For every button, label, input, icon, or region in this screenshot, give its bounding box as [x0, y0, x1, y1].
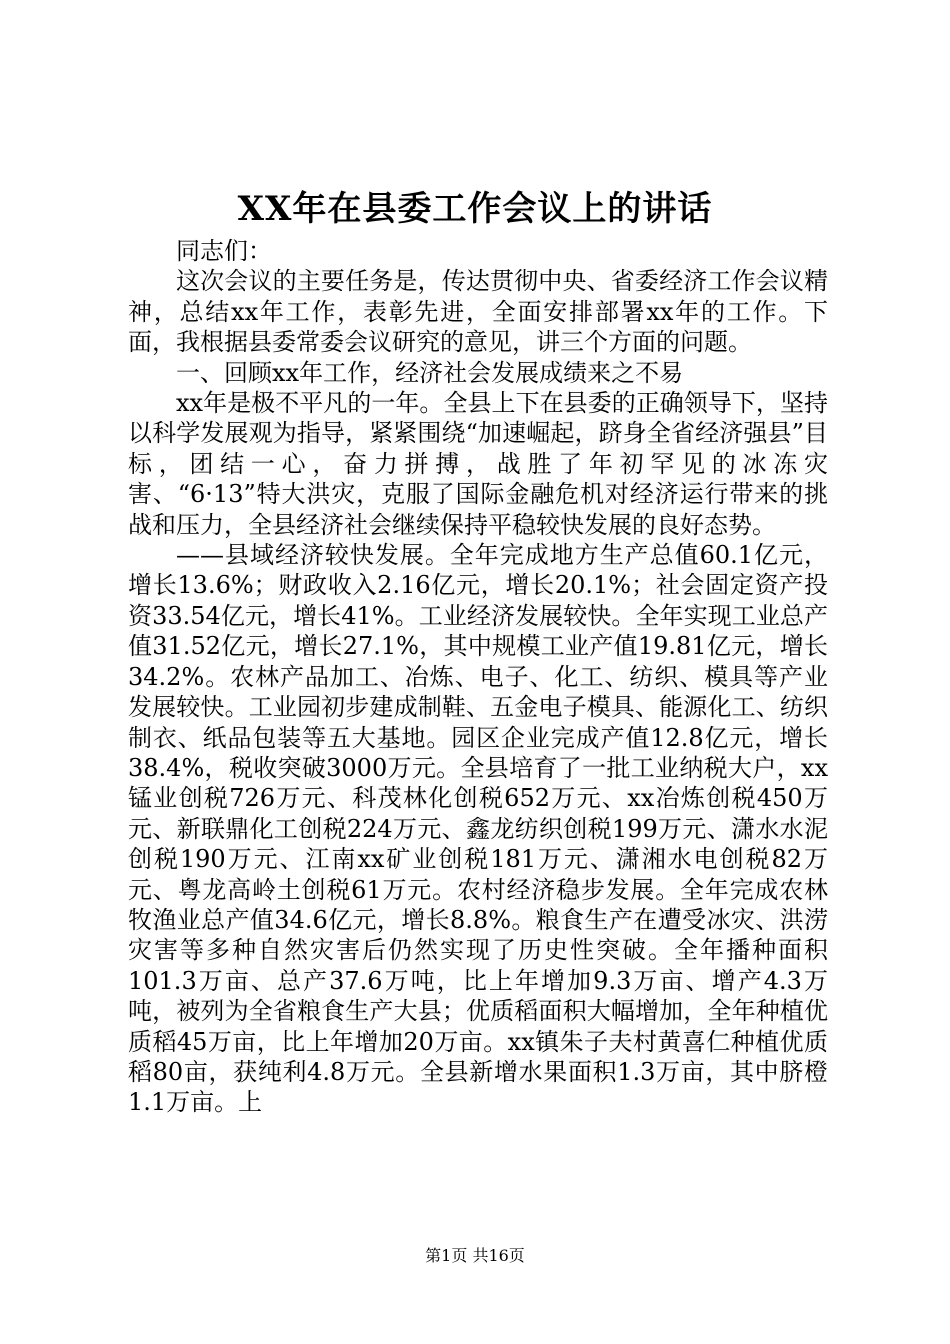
- section-heading: 一、回顾xx年工作，经济社会发展成绩来之不易: [176, 358, 684, 387]
- economy-paragraph: ——县域经济较快发展。全年完成地方生产总值60.1亿元，增长13.6%；财政收入2.16亿元，增长20.1%；社会固定资产投资33.54亿元，增长41%。工业经济发展较快。全年实现工业总产值31.52亿元，增长27.1%，其中规模工业产值19.81亿元，增长34.2%。农林产品加工、冶炼、电子、化工、纺织、模具等产业发展较快。工业园初步建成制鞋、五金电子模具、能源化工、纺织制衣、纸品包装等五大基地。园区企业完成产值12.8亿元，增长38.4%，税收突破3000万元。全县培育了一批工业纳税大户，xx锰业创税726万元、科茂林化创税652万元、xx冶炼创税450万元、新联鼎化工创税224万元、鑫龙纺织创税199万元、潇水水泥创税190万元、江南xx矿业创税181万元、潇湘水电创税82万元、粤龙高岭土创税61万元。农村经济稳步发展。全年完成农林牧渔业总产值34.6亿元，增长8.8%。粮食生产在遭受冰灾、洪涝灾害等多种自然灾害后仍然实现了历史性突破。全年播种面积101.3万亩、总产37.6万吨，比上年增加9.3万亩、增产4.3万吨，被列为全省粮食生产大县；优质稻面积大幅增加，全年种植优质稻45万亩，比上年增加20万亩。xx镇朱子夫村黄喜仁种植优质稻80亩，获纯利4.8万元。全县新增水果面积1.3万亩，其中脐橙1.1万亩。上: [128, 541, 828, 1117]
- intro-paragraph: 这次会议的主要任务是，传达贯彻中央、省委经济工作会议精神，总结xx年工作，表彰先进，全面安排部署xx年的工作。下面，我根据县委常委会议研究的意见，讲三个方面的问题。: [128, 267, 828, 357]
- page-footer: 第1页 共16页: [425, 1246, 525, 1265]
- salutation-paragraph: 同志们：: [176, 237, 272, 265]
- document-body: [128, 236, 828, 1118]
- overview-paragraph: xx年是极不平凡的一年。全县上下在县委的正确领导下，坚持以科学发展观为指导，紧紧围绕“加速崛起，跻身全省经济强县”目标，团结一心，奋力拼搏，战胜了年初罕见的冰冻灾害、“6·13”特大洪灾，克服了国际金融危机对经济运行带来的挑战和压力，全县经济社会继续保持平稳较快发展的良好态势。: [128, 389, 828, 539]
- document-title: XX年在县委工作会议上的讲话: [237, 189, 713, 229]
